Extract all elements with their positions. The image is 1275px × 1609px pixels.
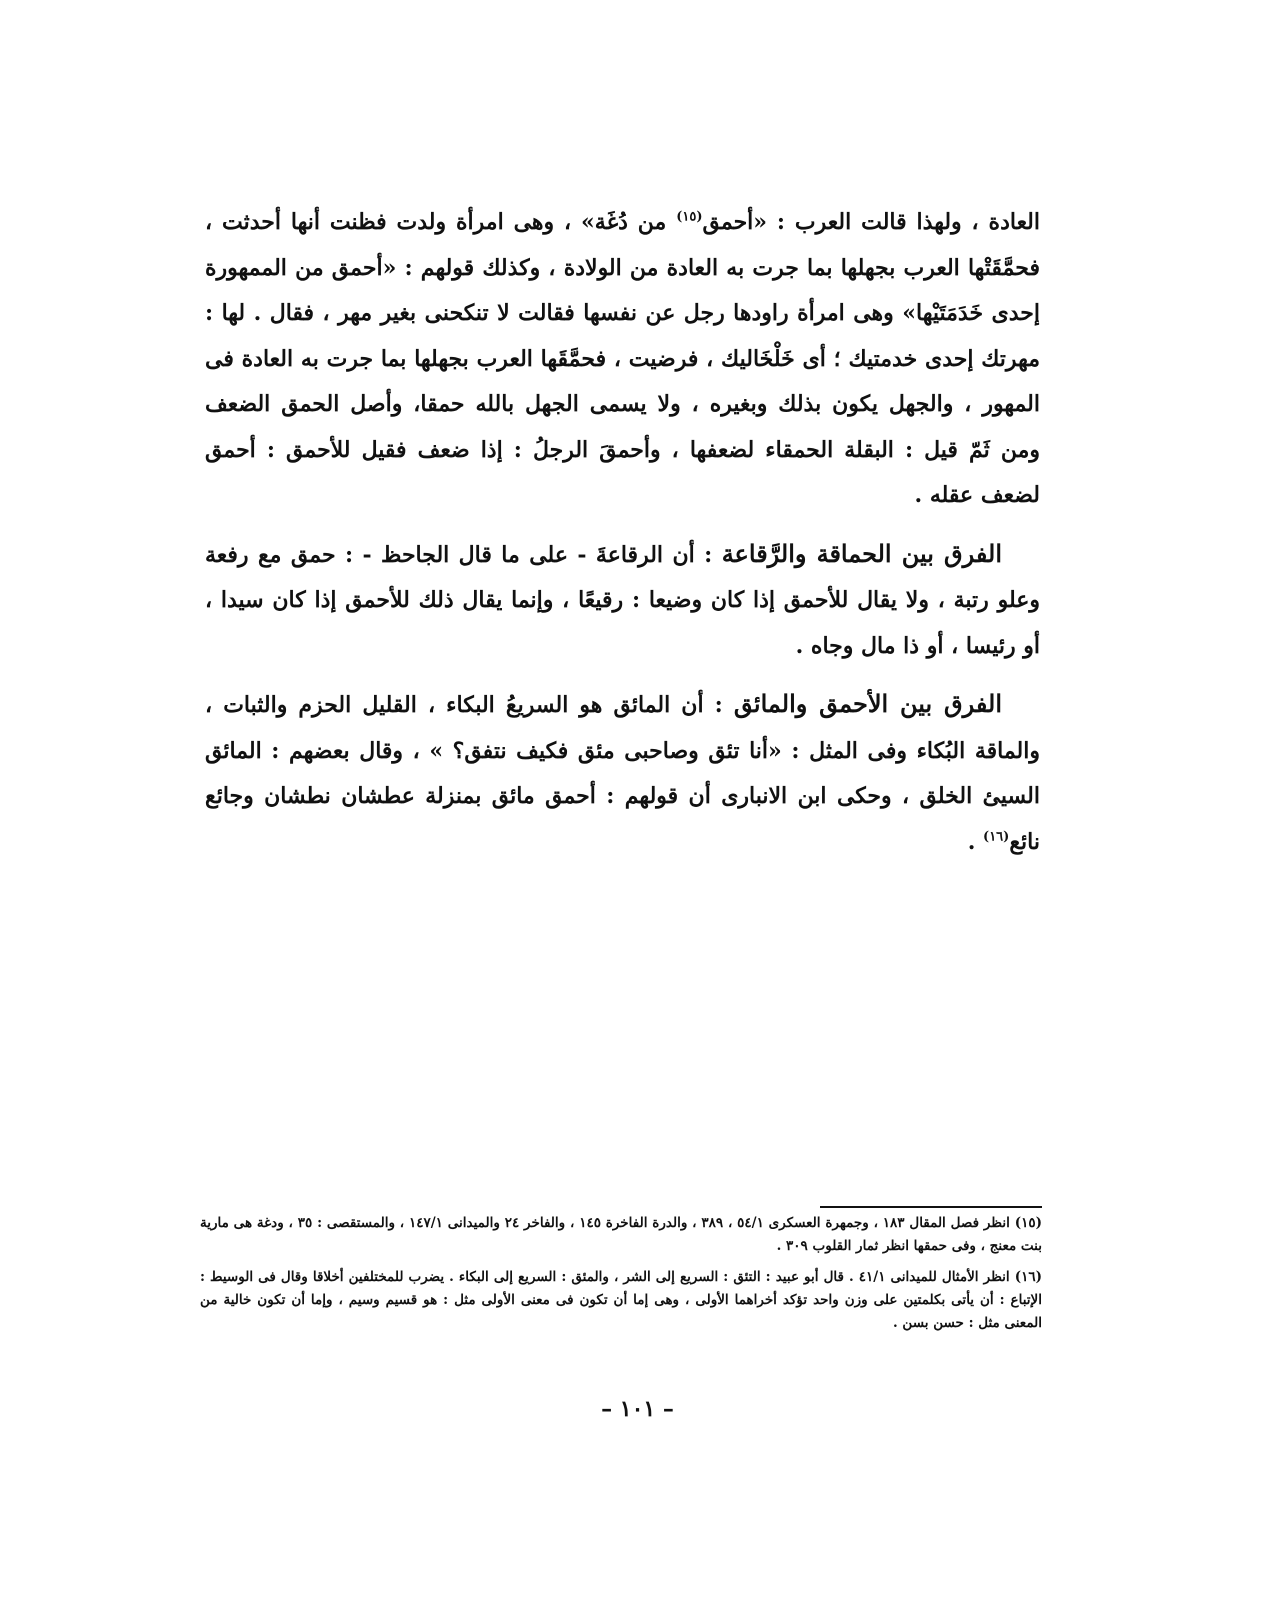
paragraph-1 <box>205 200 1040 519</box>
term-label: الفرق <box>944 689 1002 718</box>
paragraph-1-text-b: من دُغَة» ، وهى امرأة ولدت فظنت أنها أحدثت ، فحمَّقَتْها العرب بجهلها بما جرت به العادة من الولادة ، وكذلك قولهم : «أحمق من الممهورة إحدى خَدَمَتَيْها» وهى امرأة راودها رجل عن نفسها فقالت لا تنكحنى بغير مهر ، فقال . لها : مهرتك إحدى خدمتيك ؛ أى خَلْخَاليك ، فرضيت ، فحمَّقَها العرب بجهلها بما جرت به العادة فى المهور ، والجهل يكون بذلك وبغيره ، ولا يسمى الجهل بالله حمقا، وأصل الحمق الضعف ومن ثَمّ قيل : البقلة الحمقاء لضعفها ، وأحمقَ الرجلُ : إذا ضعف فقيل للأحمق : أحمق لضعف عقله . <box>205 209 1040 508</box>
footnote-ref-15: (١٥) <box>676 209 703 225</box>
page-number: – ١٠١ – <box>601 1396 674 1422</box>
paragraph-3-text-a: : أن المائق هو السريعُ البكاء ، القليل الحزم والثبات ، والماقة البُكاء وفى المثل : «أنا تئق وصاحبى مئق فكيف نتفق؟ » ، وقال بعضهم : المائق السيئ الخلق ، وحكى ابن الانبارى أن قولهم : أحمق مائق بمنزلة عطشان نطشان وجائع نائع <box>205 692 1040 855</box>
footnote-15: (١٥) انظر فصل المقال ١٨٣ ، وجمهرة العسكرى ٥٤/١ ، ٣٨٩ ، والدرة الفاخرة ١٤٥ ، والفاخر ٢٤ والميدانى ١٤٧/١ ، والمستقصى : ٣٥ ، ودغة هى مارية بنت معنج ، وفى حمقها انظر ثمار القلوب ٣٠٩ . <box>200 1215 1042 1254</box>
footnote-ref-16: (١٦) <box>983 829 1010 845</box>
footnotes <box>200 1212 1042 1335</box>
footnote-16: (١٦) انظر الأمثال للميدانى ٤١/١ . قال أبو عبيد : التئق : السريع إلى الشر ، والمئق : السريع إلى البكاء . يضرب للمختلفين أخلاقا وقال فى الوسيط : الإتباع : أن يأتى بكلمتين على وزن واحد تؤكد أخراهما الأولى ، وهى إما أن تكون فى معنى الأولى مثل : هو قسيم وسيم ، وإما أن تكون خالية من المعنى مثل : حسن بسن . <box>200 1269 1042 1331</box>
term-label: الفرق <box>944 538 1002 568</box>
paragraph-3-heading: بين الأحمق والمائق <box>733 689 945 718</box>
paragraph-1-text-a: العادة ، ولهذا قالت العرب : «أحمق <box>702 209 1040 235</box>
footnote-divider <box>820 1206 1042 1208</box>
paragraph-2-heading: بين الحماقة والرَّقاعة <box>721 538 945 568</box>
paragraph-2 <box>205 531 1040 670</box>
main-text <box>205 200 1040 865</box>
paragraph-3-text-b: . <box>967 828 984 855</box>
paragraph-2-text: : أن الرقاعةَ - على ما قال الجاحظ - : حمق مع رفعة وعلو رتبة ، ولا يقال للأحمق إذا كان وضيعا : رقيعًا ، وإنما يقال ذلك للأحمق إذا كان سيدا ، أو رئيسا ، أو ذا مال وجاه . <box>205 541 1040 659</box>
paragraph-3 <box>205 681 1040 865</box>
